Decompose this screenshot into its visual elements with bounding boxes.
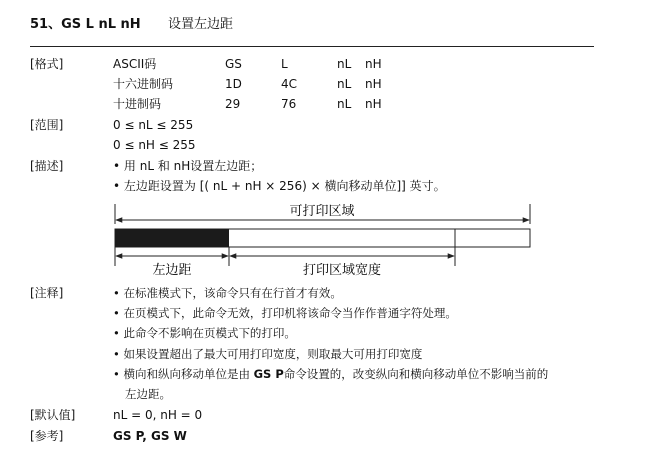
format-cell: nL bbox=[337, 77, 352, 91]
format-cell: 29 bbox=[225, 97, 241, 111]
range-value: 0 ≤ nL ≤ 255 bbox=[113, 118, 194, 132]
format-cell: 4C bbox=[281, 77, 298, 91]
description-bullet: • 左边距设置为 [( nL + nH × 256) × 横向移动单位]] 英寸。 bbox=[113, 179, 446, 193]
default-value: nL = 0, nH = 0 bbox=[113, 408, 203, 422]
left-margin-label: 左边距 bbox=[152, 263, 192, 278]
note-bullet: • 在页模式下，此命令无效，打印机将该命令当作作普通字符处理。 bbox=[113, 306, 457, 320]
format-cell: nH bbox=[365, 57, 382, 71]
note-bullet-last bbox=[113, 366, 548, 382]
format-cell: L bbox=[281, 57, 288, 71]
format-cell: 76 bbox=[281, 97, 297, 111]
printable-area-label: 可打印区域 bbox=[289, 204, 355, 219]
format-row-name: 十进制码 bbox=[113, 97, 162, 111]
default-label: [默认值] bbox=[30, 408, 76, 422]
format-cell: nH bbox=[365, 77, 382, 91]
command-title: 设置左边距 bbox=[168, 17, 234, 32]
format-row-name: ASCII码 bbox=[113, 57, 157, 71]
note-text: • 横向和纵向移动单位是由 bbox=[113, 367, 254, 381]
print-width-label: 打印区域宽度 bbox=[302, 263, 382, 278]
note-bullet: • 在标准模式下，该命令只有在行首才有效。 bbox=[113, 286, 342, 300]
description-bullet: • 用 nL 和 nH设置左边距； bbox=[113, 159, 263, 173]
reference-value: GS P, GS W bbox=[113, 429, 187, 443]
format-cell: 1D bbox=[225, 77, 242, 91]
range-label: [范围] bbox=[30, 118, 64, 132]
format-cell: nL bbox=[337, 97, 352, 111]
format-cell: nL bbox=[337, 57, 352, 71]
note-command-ref: GS P bbox=[253, 367, 284, 381]
reference-label: [参考] bbox=[30, 429, 64, 443]
left-margin-block bbox=[115, 229, 229, 247]
format-cell: nH bbox=[365, 97, 382, 111]
format-cell: GS bbox=[225, 57, 242, 71]
description-label: [描述] bbox=[30, 159, 64, 173]
note-bullet: • 如果设置超出了最大可用打印宽度，则取最大可用打印宽度 bbox=[113, 347, 423, 361]
note-bullet: • 此命令不影响在页模式下的打印。 bbox=[113, 326, 296, 340]
header-divider bbox=[30, 46, 594, 47]
command-number: 51、GS L nL nH bbox=[30, 17, 141, 32]
note-text: 命令设置的，改变纵向和横向移动单位不影响当前的 bbox=[283, 367, 549, 381]
format-row-name: 十六进制码 bbox=[113, 77, 174, 91]
range-value: 0 ≤ nH ≤ 255 bbox=[113, 138, 196, 152]
format-label: [格式] bbox=[30, 57, 64, 71]
note-continuation: 左边距。 bbox=[125, 387, 171, 401]
notes-label: [注释] bbox=[30, 286, 64, 300]
margin-diagram bbox=[100, 196, 540, 282]
